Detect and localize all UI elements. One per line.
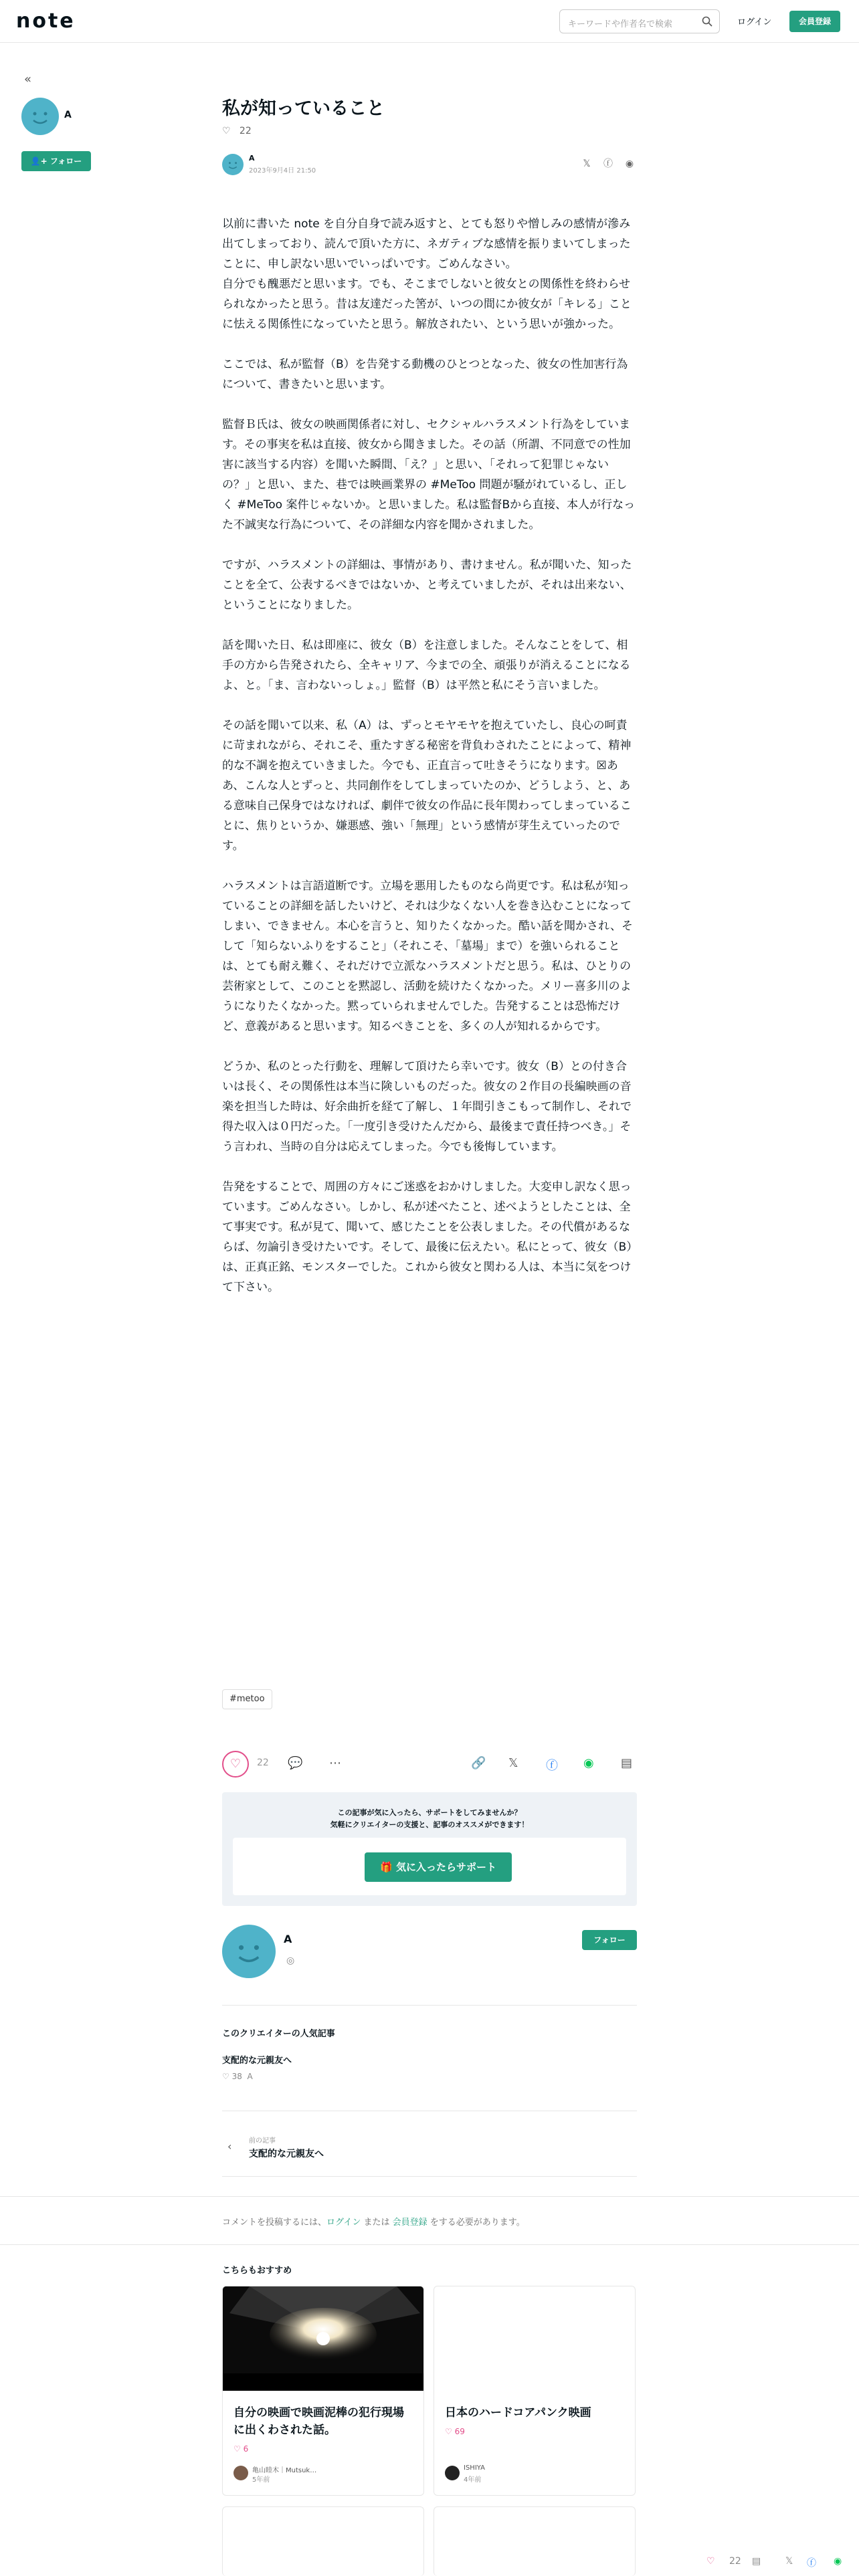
paragraph: ハラスメントは言語道断です。立場を悪用したものなら尚更です。私は私が知っていることの詳細を話したいけど、それは少なくない人を巻き込むことになってしまい、できません。本心を言うと、知りたくなかった。酷い話を聞かされ、そして「知らないふりをすること」（それこそ、「墓場」まで）を強いられることは、とても耐え難く、それだけで立派なハラスメントだと思う。私は、ひとりの芸術家として、このことを黙認し、活動を続けたくなかった。メリー喜多川のようになりたくなかった。黙っていられませんでした。告発することは恐怖だけど、意義があると思います。知るべきことを、多くの人が知れるからです。 <box>222 879 634 1033</box>
card-thumbnail <box>223 2286 423 2391</box>
comment-text: をする必要があります。 <box>427 2218 525 2228</box>
heart-icon: ♡ <box>222 126 231 136</box>
support-box <box>222 1792 637 1906</box>
heart-icon: ♡ <box>222 2072 229 2081</box>
sidebar-avatar[interactable] <box>21 98 59 135</box>
more-icon[interactable]: ⋯ <box>329 1756 341 1770</box>
facebook-share-icon[interactable]: ⓕ <box>807 2558 816 2569</box>
article-action-bar <box>222 1749 637 1779</box>
card-like-count: 6 <box>243 2444 249 2454</box>
line-share-icon[interactable]: ◉ <box>583 1756 594 1770</box>
divider <box>222 2005 637 2006</box>
follow-label: フォロー <box>50 156 82 166</box>
recommend-heading: こちらもおすすめ <box>222 2266 292 2276</box>
card-like-count: 69 <box>454 2427 465 2436</box>
floating-action-bar <box>702 2553 859 2573</box>
creator-name[interactable]: A <box>284 1933 292 1945</box>
comment-icon[interactable]: 💬 <box>288 1756 303 1770</box>
signup-button[interactable]: 会員登録 <box>789 11 840 32</box>
creator-avatar[interactable] <box>222 1925 276 1978</box>
author-avatar[interactable] <box>222 154 244 175</box>
popular-article-meta <box>222 2072 253 2081</box>
popular-heading: このクリエイターの人気記事 <box>222 2029 335 2039</box>
note-logo[interactable]: note <box>16 9 76 33</box>
top-like-count[interactable] <box>222 126 252 136</box>
card-likes: ♡ 6 <box>233 2444 249 2454</box>
like-button[interactable]: ♡ <box>222 1751 249 1778</box>
author-name[interactable]: A <box>249 154 255 163</box>
paragraph: 告発をすることで、周囲の方々にご迷惑をおかけしました。大変申し訳なく思っています。ごめんなさい。しかし、私が述べたこと、述べようとしたことは、全て事実です。私が見て、聞いて、感じたことを公表しました。その代償があるならば、勿論引き受けたいです。そして、最後に伝えたい。私にとって、彼女（B）は、正真正銘、モンスターでした。これから彼女と関わる人は、本当に気をつけて下さい。 <box>222 1180 632 1294</box>
card-ago: 5年前 <box>252 2476 270 2484</box>
previous-article-link[interactable] <box>222 2127 430 2167</box>
paragraph: 以前に書いた note を自分自身で読み返すと、とても怒りや憎しみの感情が滲み出てしまっており、読んで頂いた方に、ネガティブな感情を振りまいてしまったことに、申し訳ない思いでいっぱいです。ごめんなさい。 自分でも醜悪だと思います。でも、そこまでしないと彼女との関係性を終わらせられなかったと思う。昔は友達だった筈が、いつの間にか彼女が「キレる」ことに怯える関係性になっていたと思う。解放されたい、という思いが強かった。 <box>222 217 632 331</box>
search-placeholder: キーワードや作者名で検索 <box>568 19 673 29</box>
x-share-icon[interactable]: 𝕏 <box>508 1756 518 1770</box>
comment-notice <box>222 2215 525 2228</box>
card-user: ISHIYA <box>464 2464 485 2472</box>
prev-label: 前の記事 <box>249 2137 276 2145</box>
support-inner <box>233 1838 626 1895</box>
facebook-share-icon[interactable]: ⓕ <box>603 158 613 169</box>
support-text-2: 気軽にクリエイターの支援と、記事のオススメができます！ <box>330 1820 529 1829</box>
line-share-icon[interactable]: ◉ <box>625 158 634 169</box>
comment-login-link[interactable]: ログイン <box>326 2218 361 2228</box>
card-likes: ♡ 69 <box>445 2427 465 2436</box>
facebook-share-icon[interactable]: ⓕ <box>546 1759 558 1773</box>
hashtag-metoo[interactable]: #metoo <box>222 1689 272 1709</box>
popular-like-count: 38 <box>231 2072 242 2081</box>
popular-article-title[interactable]: 支配的な元親友へ <box>222 2056 292 2066</box>
card-user-avatar <box>445 2466 460 2480</box>
like-count: 22 <box>239 126 252 136</box>
rss-icon[interactable]: ◎ <box>286 1955 295 1966</box>
divider <box>0 2244 859 2245</box>
card-title: 日本のハードコアパンク映画 <box>445 2406 591 2420</box>
paragraph: ここでは、私が監督（B）を告発する動機のひとつとなった、彼女の性加害行為について、書きたいと思います。 <box>222 358 628 391</box>
footer-like-count: 22 <box>729 2556 741 2567</box>
support-button[interactable] <box>365 1852 512 1882</box>
login-link[interactable]: ログイン <box>737 17 772 27</box>
heart-icon[interactable]: ♡ <box>706 2556 715 2567</box>
article-title: 私が知っていること <box>222 98 385 119</box>
paragraph: ですが、ハラスメントの詳細は、事情があり、書けません。私が聞いた、知ったことを全て、公表するべきではないか、と考えていましたが、それは出来ない、ということになりました。 <box>222 558 632 612</box>
card-user: 亀山睦木｜Mutsuk… <box>252 2467 317 2474</box>
card-title: 自分の映画で映画泥棒の犯行現場に出くわされた話。 <box>233 2406 404 2437</box>
search-input[interactable] <box>559 9 720 33</box>
prev-title: 支配的な元親友へ <box>249 2149 324 2159</box>
card-ago: 4年前 <box>464 2476 482 2484</box>
recommend-card[interactable] <box>434 2506 636 2576</box>
card-user-avatar <box>233 2466 248 2480</box>
support-button-label: 気に入ったらサポート <box>395 1861 496 1873</box>
publish-date: 2023年9月4日 21:50 <box>249 167 316 175</box>
paragraph: 話を聞いた日、私は即座に、彼女（B）を注意しました。そんなことをして、相手の方から告発されたら、全キャリア、今までの全、頑張りが消えることになるよ、と。「ま、言わないっしょ。」監督（B）は平然と私にそう言いました。 <box>222 639 631 692</box>
like-count-bottom: 22 <box>257 1757 269 1768</box>
collapse-sidebar-icon[interactable]: « <box>24 72 32 86</box>
creator-follow-button[interactable]: フォロー <box>582 1930 637 1950</box>
comment-text: または <box>361 2218 393 2228</box>
comment-text: コメントを投稿するには、 <box>222 2218 327 2228</box>
x-share-icon[interactable]: 𝕏 <box>785 2556 793 2567</box>
line-share-icon[interactable]: ◉ <box>834 2556 842 2567</box>
support-text-1: この記事が気に入ったら、サポートをしてみませんか？ <box>337 1808 522 1817</box>
comment-signup-link[interactable]: 会員登録 <box>392 2218 427 2228</box>
magazine-add-icon[interactable]: ▤ <box>752 2556 761 2567</box>
chevron-left-icon: ‹ <box>227 2140 232 2153</box>
site-header <box>0 0 859 43</box>
x-share-icon[interactable]: 𝕏 <box>583 158 591 169</box>
search-icon[interactable] <box>702 16 712 29</box>
recommend-card[interactable] <box>222 2506 424 2576</box>
sidebar-author-name[interactable]: A <box>64 110 72 120</box>
paragraph: その話を聞いて以来、私（A）は、ずっとモヤモヤを抱えていたし、良心の呵責に苛まれながら、それこそ、重たすぎる秘密を背負わされたことによって、精神的な不調を抱えていきました。今でも、正直言って吐きそうになります。☒ああ、こんな人とずっと、共同創作をしてしまっていたのか、どうしよう、と、ある意味自己保身ではなければ、劇伴で彼女の作品に長年関わってしまっていることに、焦りというか、嫌悪感、強い「無理」という感情が芽生えていったのです。 <box>222 719 632 853</box>
article-body <box>222 214 637 1317</box>
popular-author: A <box>247 2072 253 2081</box>
share-icons <box>573 156 637 171</box>
user-plus-icon: 👤+ <box>30 156 47 166</box>
paragraph: どうか、私のとった行動を、理解して頂けたら幸いです。彼女（B）との付き合いは長く、その関係性は本当に険しいものだった。彼女の２作目の長編映画の音楽を担当した時は、好余曲折を経て了解し、１年間引きこもって制作し、それで得た収入は０円だった。「一度引き受けたんだから、最後まで責任持つべき。」そう言われ、当時の自分は応えてしまった。今でも後悔しています。 <box>222 1060 632 1154</box>
author-row <box>222 154 637 177</box>
divider <box>0 2196 859 2197</box>
sidebar-follow-button[interactable] <box>21 151 91 171</box>
divider <box>222 2176 637 2177</box>
magazine-add-icon[interactable]: ▤ <box>621 1756 633 1770</box>
paragraph: 監督Ｂ氏は、彼女の映画関係者に対し、セクシャルハラスメント行為をしています。その事実を私は直接、彼女から聞きました。その話（所謂、不同意での性加害に該当する内容）を聞いた瞬間、「え？」と思い、「それって犯罪じゃないの？」と思い、また、巷では映画業界の #MeToo 問題が騒がれているし、正しく #MeToo 案件じゃないか。と思いました。私は監督Bから直接、本人が行なった不誠実な行為について、その詳細な内容を聞かされました。 <box>222 418 636 532</box>
link-icon[interactable]: 🔗 <box>471 1756 486 1770</box>
gift-icon: 🎁 <box>380 1861 393 1873</box>
recommend-card[interactable] <box>222 2286 424 2496</box>
recommend-card[interactable] <box>434 2286 636 2496</box>
